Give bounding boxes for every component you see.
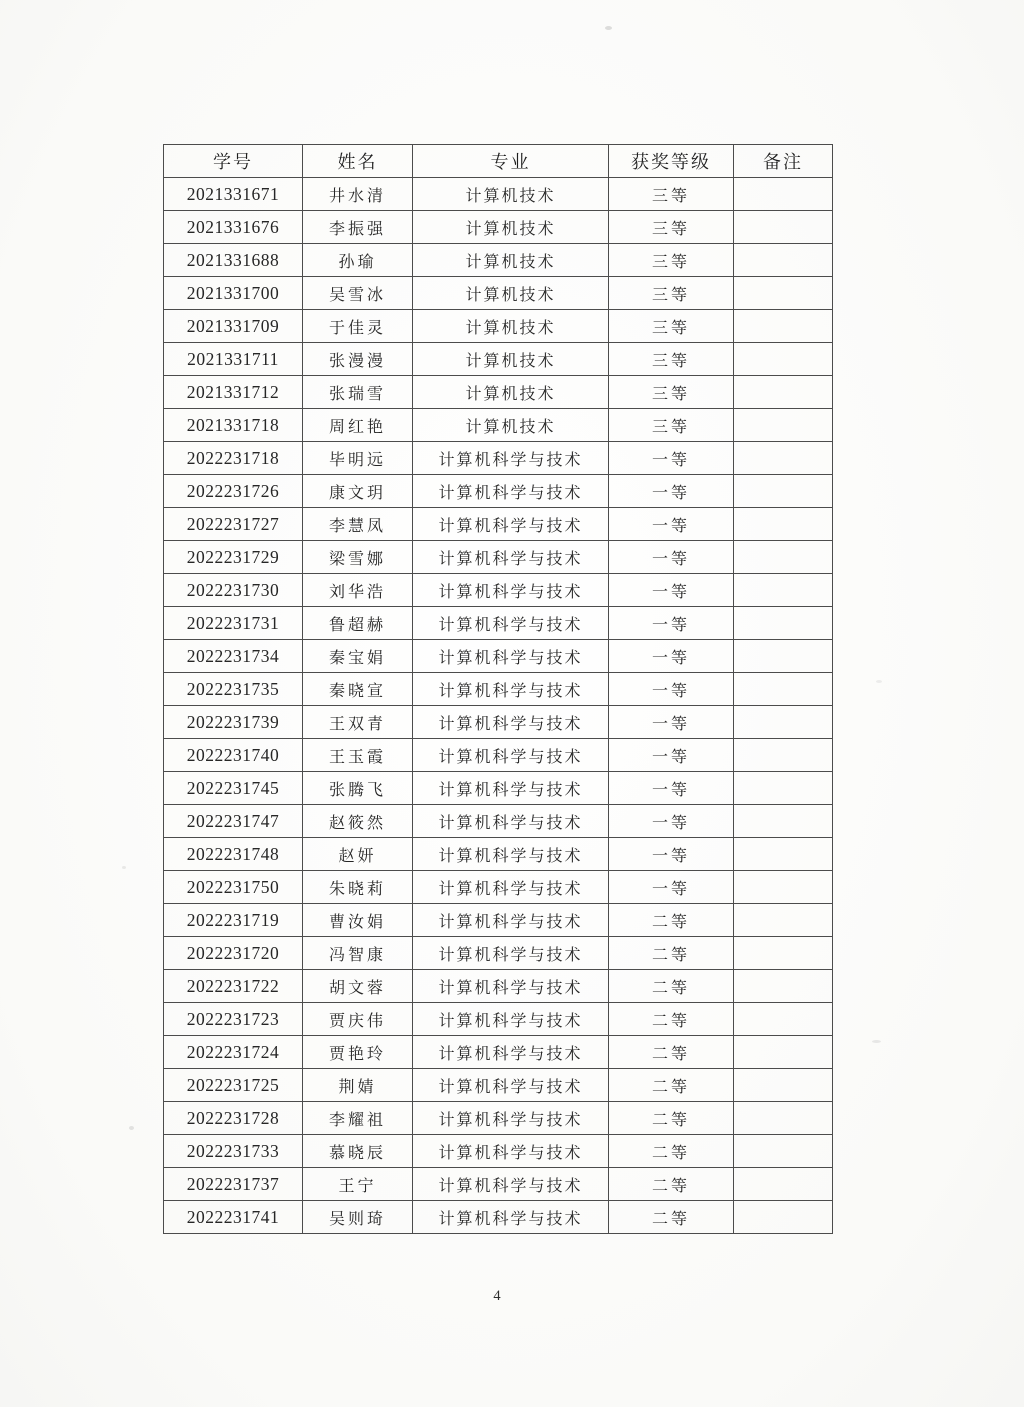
table-cell-remark (734, 409, 833, 442)
table-cell-major: 计算机科学与技术 (413, 1102, 609, 1135)
table-cell-award_level: 三等 (609, 376, 734, 409)
table-cell-major: 计算机科学与技术 (413, 607, 609, 640)
table-cell-remark (734, 310, 833, 343)
table-row (164, 1201, 833, 1234)
table-cell-major: 计算机科学与技术 (413, 838, 609, 871)
table-cell-remark (734, 1168, 833, 1201)
table-cell-name: 王宁 (303, 1168, 413, 1201)
table-cell-student_id: 2022231720 (164, 937, 303, 970)
table-cell-student_id: 2022231735 (164, 673, 303, 706)
table-cell-remark (734, 178, 833, 211)
table-cell-name: 曹汝娟 (303, 904, 413, 937)
column-header-name: 姓名 (303, 145, 413, 178)
table-cell-award_level: 三等 (609, 277, 734, 310)
table-cell-name: 贾艳玲 (303, 1036, 413, 1069)
table-cell-student_id: 2022231727 (164, 508, 303, 541)
table-cell-award_level: 二等 (609, 1036, 734, 1069)
table-cell-remark (734, 1003, 833, 1036)
table-cell-student_id: 2022231747 (164, 805, 303, 838)
table-cell-student_id: 2022231722 (164, 970, 303, 1003)
table-cell-award_level: 一等 (609, 706, 734, 739)
table-cell-name: 吴则琦 (303, 1201, 413, 1234)
table-row (164, 970, 833, 1003)
table-cell-major: 计算机科学与技术 (413, 805, 609, 838)
table-row (164, 211, 833, 244)
table-cell-award_level: 一等 (609, 541, 734, 574)
table-cell-major: 计算机科学与技术 (413, 739, 609, 772)
table-cell-remark (734, 343, 833, 376)
table-row (164, 772, 833, 805)
table-cell-remark (734, 1069, 833, 1102)
table-cell-major: 计算机科学与技术 (413, 1003, 609, 1036)
scan-speckle (122, 866, 126, 869)
table-cell-name: 赵筱然 (303, 805, 413, 838)
table-cell-remark (734, 937, 833, 970)
table-cell-remark (734, 706, 833, 739)
table-cell-major: 计算机科学与技术 (413, 1036, 609, 1069)
table-cell-remark (734, 541, 833, 574)
table-cell-major: 计算机科学与技术 (413, 640, 609, 673)
table-cell-award_level: 二等 (609, 970, 734, 1003)
table-cell-student_id: 2022231750 (164, 871, 303, 904)
table-cell-student_id: 2022231724 (164, 1036, 303, 1069)
page-number: 4 (493, 1288, 502, 1304)
table-cell-remark (734, 1102, 833, 1135)
table-cell-major: 计算机科学与技术 (413, 970, 609, 1003)
table-cell-name: 刘华浩 (303, 574, 413, 607)
table-cell-major: 计算机科学与技术 (413, 541, 609, 574)
table-row (164, 1003, 833, 1036)
table-cell-award_level: 一等 (609, 508, 734, 541)
table-row (164, 937, 833, 970)
table-row (164, 673, 833, 706)
table-cell-award_level: 一等 (609, 640, 734, 673)
table-cell-remark (734, 838, 833, 871)
table-cell-student_id: 2022231730 (164, 574, 303, 607)
table-cell-name: 张漫漫 (303, 343, 413, 376)
table-cell-student_id: 2022231723 (164, 1003, 303, 1036)
table-cell-name: 贾庆伟 (303, 1003, 413, 1036)
table-cell-name: 周红艳 (303, 409, 413, 442)
table-cell-award_level: 二等 (609, 1102, 734, 1135)
table-row (164, 739, 833, 772)
table-cell-award_level: 一等 (609, 673, 734, 706)
table-cell-remark (734, 376, 833, 409)
table-cell-remark (734, 475, 833, 508)
table-cell-student_id: 2022231739 (164, 706, 303, 739)
table-cell-name: 毕明远 (303, 442, 413, 475)
table-row (164, 1069, 833, 1102)
table-row (164, 607, 833, 640)
table-cell-award_level: 一等 (609, 607, 734, 640)
table-row (164, 1135, 833, 1168)
table-cell-award_level: 二等 (609, 937, 734, 970)
table-body (164, 178, 833, 1234)
table-cell-name: 李振强 (303, 211, 413, 244)
table-cell-remark (734, 904, 833, 937)
table-cell-award_level: 三等 (609, 409, 734, 442)
table-cell-name: 李慧凤 (303, 508, 413, 541)
table-cell-major: 计算机科学与技术 (413, 673, 609, 706)
table-cell-remark (734, 442, 833, 475)
table-cell-name: 李耀祖 (303, 1102, 413, 1135)
table-row (164, 904, 833, 937)
table-cell-name: 荆婧 (303, 1069, 413, 1102)
table-cell-remark (734, 211, 833, 244)
table-row (164, 376, 833, 409)
table-cell-name: 赵妍 (303, 838, 413, 871)
table-cell-student_id: 2021331712 (164, 376, 303, 409)
table-cell-award_level: 一等 (609, 475, 734, 508)
table-cell-major: 计算机科学与技术 (413, 772, 609, 805)
table-cell-remark (734, 1036, 833, 1069)
table-cell-student_id: 2022231740 (164, 739, 303, 772)
table-cell-student_id: 2022231748 (164, 838, 303, 871)
table-row (164, 640, 833, 673)
table-cell-student_id: 2022231725 (164, 1069, 303, 1102)
table-cell-award_level: 二等 (609, 1201, 734, 1234)
table-cell-name: 康文玥 (303, 475, 413, 508)
table-cell-name: 吴雪冰 (303, 277, 413, 310)
table-cell-major: 计算机技术 (413, 409, 609, 442)
table-cell-award_level: 三等 (609, 244, 734, 277)
table-cell-student_id: 2022231719 (164, 904, 303, 937)
table-cell-award_level: 一等 (609, 871, 734, 904)
table-cell-award_level: 三等 (609, 310, 734, 343)
table-cell-remark (734, 574, 833, 607)
table-cell-name: 孙瑜 (303, 244, 413, 277)
table-cell-name: 鲁超赫 (303, 607, 413, 640)
table-row (164, 1036, 833, 1069)
table-cell-award_level: 三等 (609, 178, 734, 211)
table-cell-major: 计算机科学与技术 (413, 1069, 609, 1102)
table-cell-award_level: 三等 (609, 343, 734, 376)
table-cell-remark (734, 805, 833, 838)
table-cell-award_level: 一等 (609, 805, 734, 838)
table-row (164, 508, 833, 541)
table-cell-student_id: 2022231745 (164, 772, 303, 805)
table-cell-student_id: 2022231733 (164, 1135, 303, 1168)
table-cell-remark (734, 739, 833, 772)
table-cell-award_level: 一等 (609, 838, 734, 871)
table-cell-student_id: 2022231741 (164, 1201, 303, 1234)
table-cell-student_id: 2021331711 (164, 343, 303, 376)
table-cell-major: 计算机技术 (413, 343, 609, 376)
table-cell-name: 张腾飞 (303, 772, 413, 805)
table-cell-name: 胡文蓉 (303, 970, 413, 1003)
table-cell-student_id: 2022231731 (164, 607, 303, 640)
table-row (164, 871, 833, 904)
table-cell-major: 计算机技术 (413, 244, 609, 277)
table-cell-major: 计算机科学与技术 (413, 1135, 609, 1168)
table-cell-major: 计算机技术 (413, 277, 609, 310)
table-cell-student_id: 2022231718 (164, 442, 303, 475)
table-cell-major: 计算机科学与技术 (413, 508, 609, 541)
table-cell-award_level: 一等 (609, 772, 734, 805)
table-row (164, 1102, 833, 1135)
table-row (164, 409, 833, 442)
column-header-student_id: 学号 (164, 145, 303, 178)
table-cell-remark (734, 640, 833, 673)
table-row (164, 178, 833, 211)
table-row (164, 277, 833, 310)
column-header-remark: 备注 (734, 145, 833, 178)
table-cell-award_level: 二等 (609, 1168, 734, 1201)
table-cell-major: 计算机科学与技术 (413, 475, 609, 508)
table-cell-student_id: 2021331709 (164, 310, 303, 343)
table-cell-remark (734, 871, 833, 904)
table-cell-major: 计算机技术 (413, 211, 609, 244)
table-row (164, 244, 833, 277)
table-cell-name: 朱晓莉 (303, 871, 413, 904)
table-cell-major: 计算机科学与技术 (413, 937, 609, 970)
table-cell-award_level: 二等 (609, 1135, 734, 1168)
column-header-major: 专业 (413, 145, 609, 178)
table-cell-major: 计算机科学与技术 (413, 871, 609, 904)
table-cell-award_level: 二等 (609, 904, 734, 937)
table-cell-name: 冯智康 (303, 937, 413, 970)
table-cell-name: 王双青 (303, 706, 413, 739)
table-cell-major: 计算机科学与技术 (413, 904, 609, 937)
table-row (164, 541, 833, 574)
table-cell-major: 计算机科学与技术 (413, 706, 609, 739)
table-cell-name: 秦宝娟 (303, 640, 413, 673)
scan-speckle (129, 1126, 134, 1130)
table-cell-award_level: 一等 (609, 574, 734, 607)
table-cell-remark (734, 508, 833, 541)
table-cell-student_id: 2021331676 (164, 211, 303, 244)
scan-speckle (605, 26, 612, 30)
table-cell-name: 于佳灵 (303, 310, 413, 343)
table-cell-student_id: 2021331688 (164, 244, 303, 277)
table-cell-remark (734, 970, 833, 1003)
table-cell-name: 慕晓辰 (303, 1135, 413, 1168)
award-table (163, 144, 833, 1234)
scan-speckle (876, 680, 882, 683)
table-cell-award_level: 二等 (609, 1003, 734, 1036)
table-cell-remark (734, 244, 833, 277)
table-row (164, 574, 833, 607)
table-cell-remark (734, 772, 833, 805)
table-cell-name: 井水清 (303, 178, 413, 211)
table-cell-student_id: 2022231729 (164, 541, 303, 574)
table-cell-remark (734, 1201, 833, 1234)
column-header-award_level: 获奖等级 (609, 145, 734, 178)
table-cell-name: 王玉霞 (303, 739, 413, 772)
table-row (164, 838, 833, 871)
table-cell-major: 计算机技术 (413, 178, 609, 211)
table-cell-major: 计算机技术 (413, 310, 609, 343)
table-row (164, 343, 833, 376)
table-row (164, 805, 833, 838)
table-header-row (164, 145, 833, 178)
table-cell-major: 计算机科学与技术 (413, 1168, 609, 1201)
table-cell-remark (734, 673, 833, 706)
table-cell-award_level: 三等 (609, 211, 734, 244)
table-cell-award_level: 一等 (609, 442, 734, 475)
scan-speckle (872, 1040, 881, 1043)
table-cell-remark (734, 1135, 833, 1168)
table-cell-name: 梁雪娜 (303, 541, 413, 574)
table-cell-student_id: 2022231734 (164, 640, 303, 673)
table-row (164, 442, 833, 475)
table-cell-student_id: 2022231728 (164, 1102, 303, 1135)
table-cell-major: 计算机技术 (413, 376, 609, 409)
table-row (164, 475, 833, 508)
table-cell-name: 秦晓宣 (303, 673, 413, 706)
table-cell-student_id: 2022231726 (164, 475, 303, 508)
table-cell-student_id: 2022231737 (164, 1168, 303, 1201)
table-cell-major: 计算机科学与技术 (413, 1201, 609, 1234)
table-cell-name: 张瑞雪 (303, 376, 413, 409)
table-cell-major: 计算机科学与技术 (413, 574, 609, 607)
table-row (164, 706, 833, 739)
table-row (164, 1168, 833, 1201)
table-cell-student_id: 2021331671 (164, 178, 303, 211)
table-cell-remark (734, 277, 833, 310)
table-cell-major: 计算机科学与技术 (413, 442, 609, 475)
table-cell-student_id: 2021331700 (164, 277, 303, 310)
table-cell-award_level: 二等 (609, 1069, 734, 1102)
table-row (164, 310, 833, 343)
table-cell-student_id: 2021331718 (164, 409, 303, 442)
table-cell-remark (734, 607, 833, 640)
table-cell-award_level: 一等 (609, 739, 734, 772)
